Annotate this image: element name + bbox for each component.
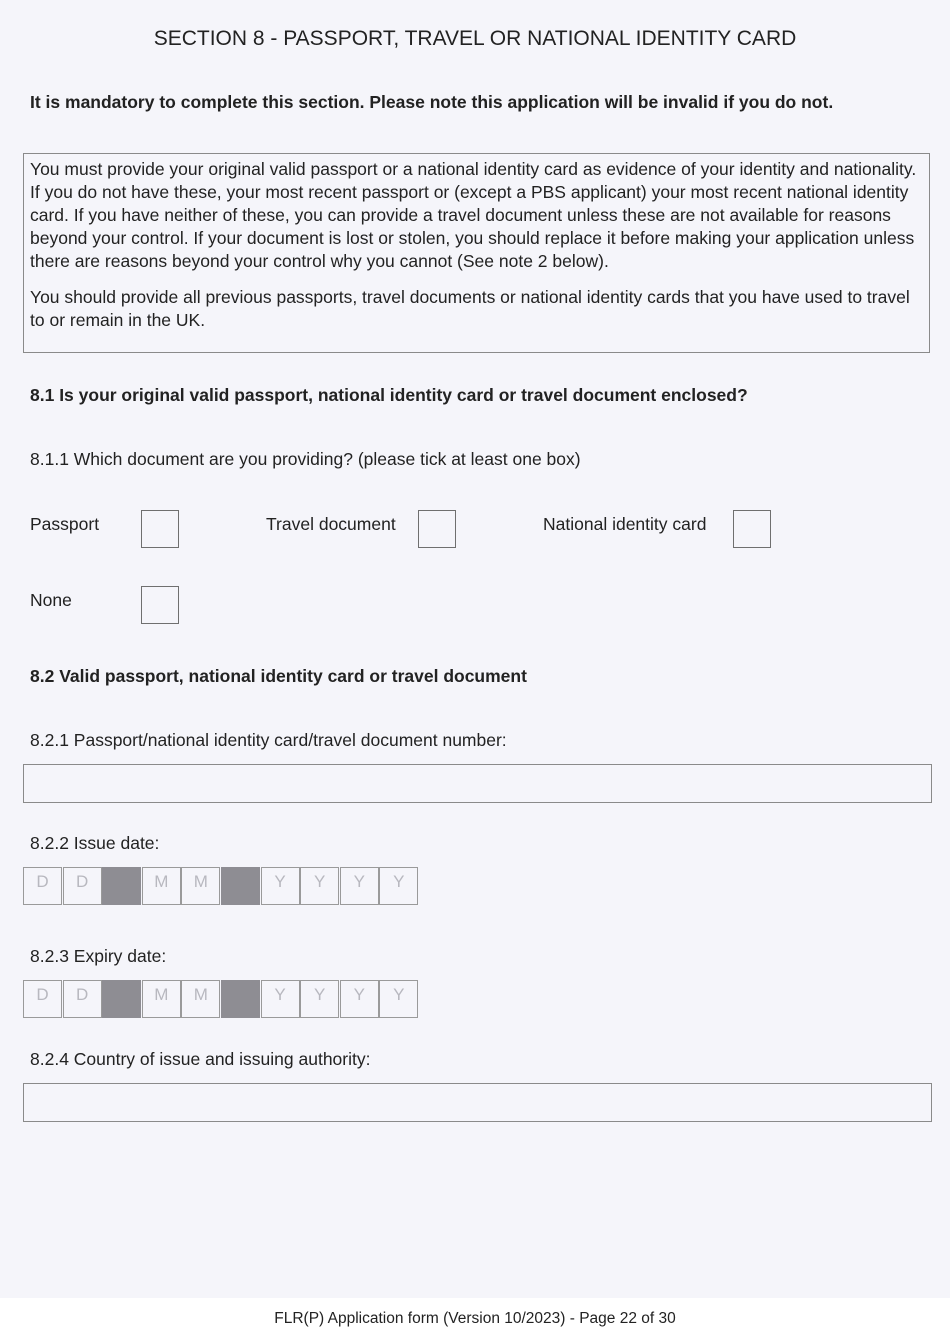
expiry-date-input[interactable] xyxy=(23,980,419,1018)
date-separator xyxy=(102,867,141,905)
document-number-label: 8.2.1 Passport/national identity card/travel document number: xyxy=(30,730,507,750)
expiry-day-digit-2[interactable]: D xyxy=(63,980,102,1018)
expiry-month-digit-1[interactable]: M xyxy=(142,980,181,1018)
issue-month-digit-1[interactable]: M xyxy=(142,867,181,905)
info-paragraph-1: You must provide your original valid passport or a national identity card as evidence of your identity and nationality. If you do not have these, your most recent passport or (except a PBS applicant) your most recent national identity card. If you have neither of these, you can provide a travel document unless these are not available for reasons beyond your control. If your document is lost or stolen, you should replace it before making your application unless there are reasons beyond your control why you cannot (See note 2 below). xyxy=(30,159,917,271)
travel-document-checkbox[interactable] xyxy=(418,510,456,548)
passport-checkbox[interactable] xyxy=(141,510,179,548)
expiry-year-digit-1[interactable]: Y xyxy=(261,980,300,1018)
info-paragraph-2: You should provide all previous passports, travel documents or national identity cards that you have used to travel to or remain in the UK. xyxy=(30,287,910,330)
passport-label: Passport xyxy=(30,514,100,534)
question-8-1-1-label: 8.1.1 Which document are you providing? (please tick at least one box) xyxy=(30,449,581,469)
document-number-input[interactable] xyxy=(23,764,932,803)
question-8-2-heading: 8.2 Valid passport, national identity card or travel document xyxy=(30,666,527,686)
country-of-issue-input[interactable] xyxy=(23,1083,932,1122)
expiry-year-digit-3[interactable]: Y xyxy=(340,980,379,1018)
issue-date-input[interactable] xyxy=(23,867,419,905)
none-label: None xyxy=(30,590,72,610)
national-identity-card-label: National identity card xyxy=(543,514,707,534)
date-separator xyxy=(102,980,141,1018)
issue-year-digit-4[interactable]: Y xyxy=(379,867,418,905)
issue-day-digit-1[interactable]: D xyxy=(23,867,62,905)
issue-date-label: 8.2.2 Issue date: xyxy=(30,833,160,853)
date-separator xyxy=(221,867,260,905)
expiry-month-digit-2[interactable]: M xyxy=(181,980,220,1018)
travel-document-label: Travel document xyxy=(266,514,396,534)
expiry-year-digit-4[interactable]: Y xyxy=(379,980,418,1018)
date-separator xyxy=(221,980,260,1018)
mandatory-note: It is mandatory to complete this section. Please note this application will be invalid if you do not. xyxy=(30,92,834,112)
question-8-1-heading: 8.1 Is your original valid passport, national identity card or travel document enclosed? xyxy=(30,385,748,405)
issue-year-digit-1[interactable]: Y xyxy=(261,867,300,905)
info-box xyxy=(23,153,930,353)
page-footer: FLR(P) Application form (Version 10/2023) - Page 22 of 30 xyxy=(274,1310,676,1327)
national-identity-card-checkbox[interactable] xyxy=(733,510,771,548)
issue-year-digit-3[interactable]: Y xyxy=(340,867,379,905)
expiry-day-digit-1[interactable]: D xyxy=(23,980,62,1018)
country-of-issue-label: 8.2.4 Country of issue and issuing authority: xyxy=(30,1049,371,1069)
expiry-year-digit-2[interactable]: Y xyxy=(300,980,339,1018)
expiry-date-label: 8.2.3 Expiry date: xyxy=(30,946,167,966)
issue-day-digit-2[interactable]: D xyxy=(63,867,102,905)
none-checkbox[interactable] xyxy=(141,586,179,624)
issue-month-digit-2[interactable]: M xyxy=(181,867,220,905)
issue-year-digit-2[interactable]: Y xyxy=(300,867,339,905)
section-title: SECTION 8 - PASSPORT, TRAVEL OR NATIONAL IDENTITY CARD xyxy=(153,27,797,50)
